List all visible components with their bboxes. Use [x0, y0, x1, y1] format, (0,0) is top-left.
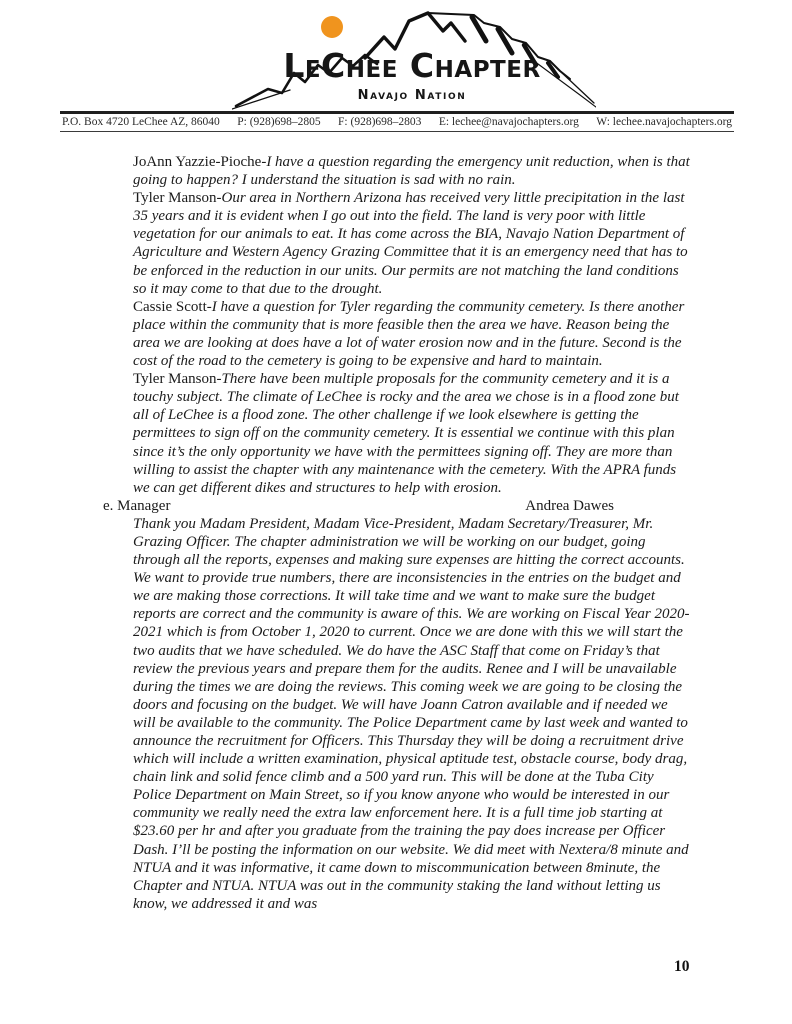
sun-icon [321, 16, 343, 38]
speaker-statement: There have been multiple proposals for the community cemetery and it is a touchy subject. The climate of LeChee is rocky and the area we chose is in a flood zone but all of LeChee is a flood zone. The other challenge if we look elsewhere is getting the permittees to sign off on the community cemetery. It is essential we continue with this plan since it’s the only opportunity we have with the permittees signing off. They are more than willing to assist the chapter with any maintenance with the cemetery. With the APRA funds we can get different dikes and structures to help with erosion. [133, 371, 679, 496]
manager-name: Andrea Dawes [525, 497, 614, 514]
contact-website: W: lechee.navajochapters.org [596, 116, 732, 128]
agenda-item-manager [103, 497, 693, 515]
minutes-paragraph [133, 189, 693, 298]
minutes-paragraph [133, 370, 693, 497]
contact-bar [60, 111, 734, 132]
contact-fax: F: (928)698–2803 [338, 116, 422, 128]
speaker-statement: I have a question for Tyler regarding the community cemetery. Is there another place within the community that is more feasible then the area we have. Reason being the area we are looking at does have a lot of water erosion now and in the future. Second is the cost of the road to the cemetery is going to be expensive and hard to maintain. [133, 298, 685, 370]
minutes-paragraph [133, 298, 693, 370]
chapter-subtitle: Navajo Nation [357, 88, 467, 103]
contact-phone: P: (928)698–2805 [237, 116, 321, 128]
chapter-title: LeChee Chapter [283, 46, 541, 85]
speaker-statement: I have a question regarding the emergency unit reduction, when is that going to happen? I understand the situation is sad with no rain. [133, 154, 690, 189]
page-number: 10 [674, 958, 690, 975]
minutes-paragraph [133, 153, 693, 189]
contact-email: E: lechee@navajochapters.org [438, 116, 579, 128]
contact-address: P.O. Box 4720 LeChee AZ, 86040 [62, 116, 220, 128]
agenda-item-label: e. Manager [103, 497, 171, 514]
speaker-statement: Our area in Northern Arizona has received very little precipitation in the last 35 years and it is evident when I go out into the field. The land is very poor with little vegetation for our animals to eat. It has come across the BIA, Navajo Nation Department of Agriculture and Western Agency Grazing Committee that it is an emergency need that has to be enforced in the reduction in our units. Our permits are not matching the land conditions so it may come to that due to the drought. [133, 190, 688, 297]
manager-report: Thank you Madam President, Madam Vice-President, Madam Secretary/Treasurer, Mr. Grazing Officer. The chapter administration we will be working on our budget, going through all the reports, expenses and making sure expenses are hitting the correct accounts. We want to provide true numbers, there are inconsistencies in the entries on the budget and we are making those corrections. It will take time and we want to make sure the budget reports are correct and the community is aware of this. We are working on Fiscal Year 2020-2021 which is from October 1, 2020 to current. Once we are done with this we will start the two audits that we have scheduled. We do have the ASC Staff that come on Friday’s that review the previous years and prepare them for the audits. Renee and I will be unavailable during the times we are doing the reviews. This coming week we are going to be closing the doors and focusing on the budget. We will have Joann Catron available and if needed we will be available to the community. The Police Department came by last week and wanted to announce the recruitment for Officers. This Thursday they will be doing a recruitment drive which will include a written examination, physical aptitude test, obstacle course, body drag, chain link and solid fence climb and a 500 yard run. This will be done at the Tuba City Police Department on Main Street, so if you know anyone who would be interested in our community we really need the extra law enforcement here. It is a full time job starting at $23.60 per hr and after you graduate from the training the pay does increase per Officer Dash. I’ll be posting the information on our website. We did meet with Nextera/8 minute and NTUA and it was informative, it came down to miscommunication between 8minute, the Chapter and NTUA. NTUA was out in the community staking the land without letting us know, we addressed it and was [133, 515, 690, 912]
speaker-name: Tyler Manson- [133, 371, 222, 388]
speaker-name: Cassie Scott- [133, 298, 212, 315]
speaker-name: JoAnn Yazzie-Pioche- [133, 154, 267, 170]
speaker-name: Tyler Manson- [133, 190, 222, 207]
minutes-body [103, 153, 693, 913]
